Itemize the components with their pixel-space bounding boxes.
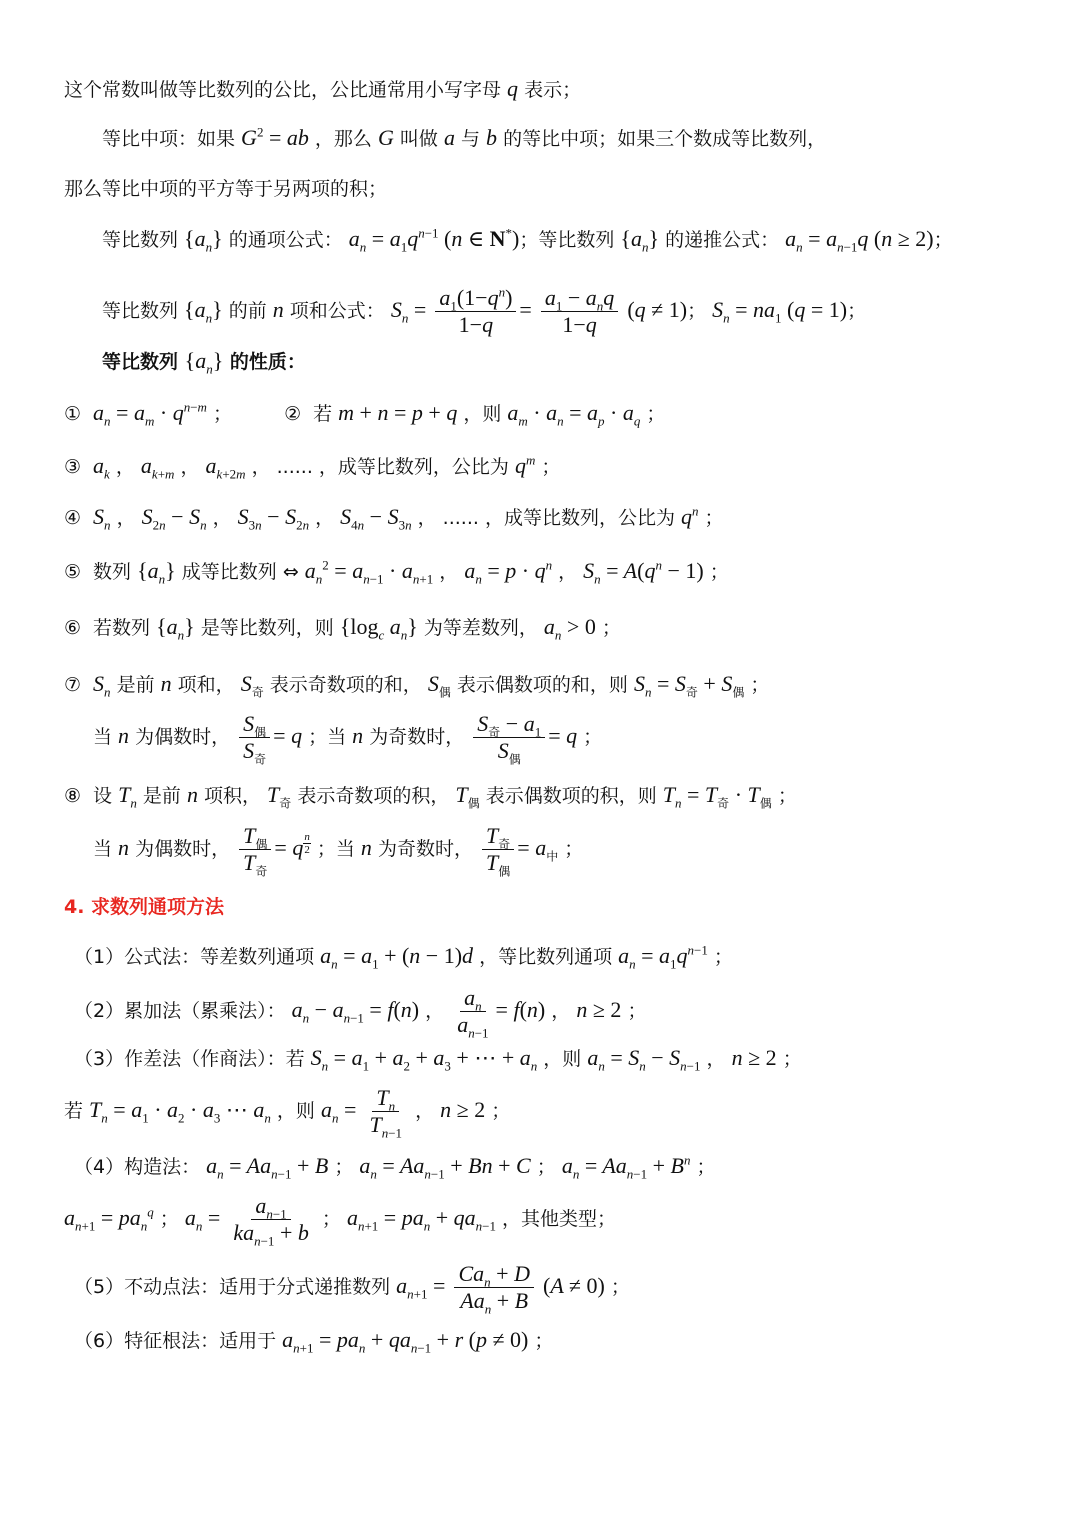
property-3: ③ $a_k$ ， $a_{k+m}$ ， $a_{k+2m}$ ， ...... ，成等比数列，公比为 $q^m$ ；	[64, 452, 561, 482]
method-5: （5）不动点法：适用于分式递推数列 $a_{n+1}$ = $\frac{Ca_n + D}{Aa_n + B}$ (A ≠ 0) ；	[74, 1261, 630, 1317]
property-4: ④ $S_n$ ， $S_{2n} - S_n$ ， $S_{3n} - S_{2n}$ ， $S_{4n} - S_{3n}$ ， ...... ，成等比数列，公比为 $q^n$ ；	[64, 503, 724, 533]
method-4-more: $a_{n+1} = pa_n^q$ ； $a_n$ = $\frac{a_{n-1}}{ka_{n-1} + b}$ ； $a_{n+1} = pa_n + qa_{n-1}$ ，其他类型；	[64, 1193, 617, 1249]
property-8: ⑧ 设 $T_n$ 是前 n 项积， $T_奇$ 表示奇数项的积， $T_偶$ 表示偶数项的积，则 $T_n = T_奇 \cdot T_偶$ ；	[64, 782, 797, 811]
property-8-cases: 当 n 为偶数时， $\frac{T_偶}{T_奇}$ = q $^{\frac{n}{2}}$ ；当 n 为奇数时， $\frac{T_奇}{T_偶}$ = $a_中$ ；	[93, 823, 584, 879]
property-1-2: ① $a_n = a_m \cdot q^{n-m}$ ； ② 若 m + n = p + q ，则 $a_m \cdot a_n = a_p \cdot a_q$ ；	[64, 399, 666, 429]
line-general-term: 等比数列 $\{a_n\}$ 的通项公式： $a_n = a_1q^{n-1}$ (n ∈ N*)；等比数列 $\{a_n\}$ 的递推公式： $a_n = a_{n-1}q$ (n ≥ 2)；	[102, 225, 953, 255]
property-6: ⑥ 若数列 $\{a_n\}$ 是等比数列，则 {$\log_c$ $a_n$} 为等差数列， $a_n > 0$ ；	[64, 614, 621, 643]
property-5: ⑤ 数列 $\{a_n\}$ 成等比数列 ⇔ $a_n^2 = a_{n-1} \cdot a_{n+1}$ ， $a_n = p \cdot q^n$ ， $S_n = A(q^n - 1)$ ；	[64, 557, 729, 587]
method-3-product: 若 $T_n = a_1 \cdot a_2 \cdot a_3$ ⋯ $a_n$ ，则 $a_n$ = $\frac{T_n}{T_{n-1}}$ ， n ≥ 2 ；	[64, 1085, 511, 1141]
method-1: （1）公式法：等差数列通项 $a_n = a_1 + (n - 1)d$ ，等比数列通项 $a_n = a_1q^{n-1}$ ；	[74, 942, 733, 972]
line-sum-formula: 等比数列 $\{a_n\}$ 的前 n 项和公式： $S_n$ = $\frac{a_1(1-q^n)}{1-q}$ = $\frac{a_1 - a_nq}{1-q}$ (q ≠ 1)； $S_n = na_1$ (q = 1)；	[102, 284, 867, 337]
sum-fraction-1: $\frac{a_1(1-q^n)}{1-q}$	[435, 285, 516, 338]
section-heading-4: 4. 求数列通项方法	[64, 896, 225, 918]
line-common-ratio: 这个常数叫做等比数列的公比，公比通常用小写字母 q 表示；	[64, 76, 582, 101]
line-properties-title: 等比数列 $\{a_n\}$ 的性质：	[102, 348, 306, 377]
method-6: （6）特征根法：适用于 $a_{n+1} = pa_n + qa_{n-1} + r$ (p ≠ 0) ；	[74, 1327, 554, 1356]
sum-fraction-2: $\frac{a_1 - a_nq}{1-q}$	[541, 285, 618, 338]
method-3: （3）作差法（作商法）：若 $S_n = a_1 + a_2 + a_3$ + ⋯ + $a_n$ ，则 $a_n = S_n - S_{n-1}$ ， n ≥ 2 ；	[74, 1045, 802, 1074]
property-7-cases: 当 n 为偶数时， $\frac{S_偶}{S_奇}$ = q ；当 n 为奇数时， $\frac{S_奇 - a_1}{S_偶}$ = q ；	[93, 711, 603, 767]
method-4: （4）构造法： $a_n = Aa_{n-1} + B$ ； $a_n = Aa_{n-1} + Bn + C$ ； $a_n = Aa_{n-1} + B^n$ ；	[74, 1152, 716, 1182]
method-2: （2）累加法（累乘法）： $a_n - a_{n-1} = f(n)$ ， $\frac{a_n}{a_{n-1}}$ = f(n) ， n ≥ 2 ；	[74, 985, 647, 1041]
line-geometric-mean-cont: 那么等比中项的平方等于另两项的积；	[64, 178, 388, 200]
property-7: ⑦ $S_n$ 是前 n 项和， $S_奇$ 表示奇数项的和， $S_偶$ 表示偶数项的和，则 $S_n = S_奇 + S_偶$ ；	[64, 671, 770, 700]
line-geometric-mean: 等比中项：如果 $G^2$ = ab ，那么 G 叫做 a 与 b 的等比中项；如果三个数成等比数列，	[102, 124, 827, 150]
